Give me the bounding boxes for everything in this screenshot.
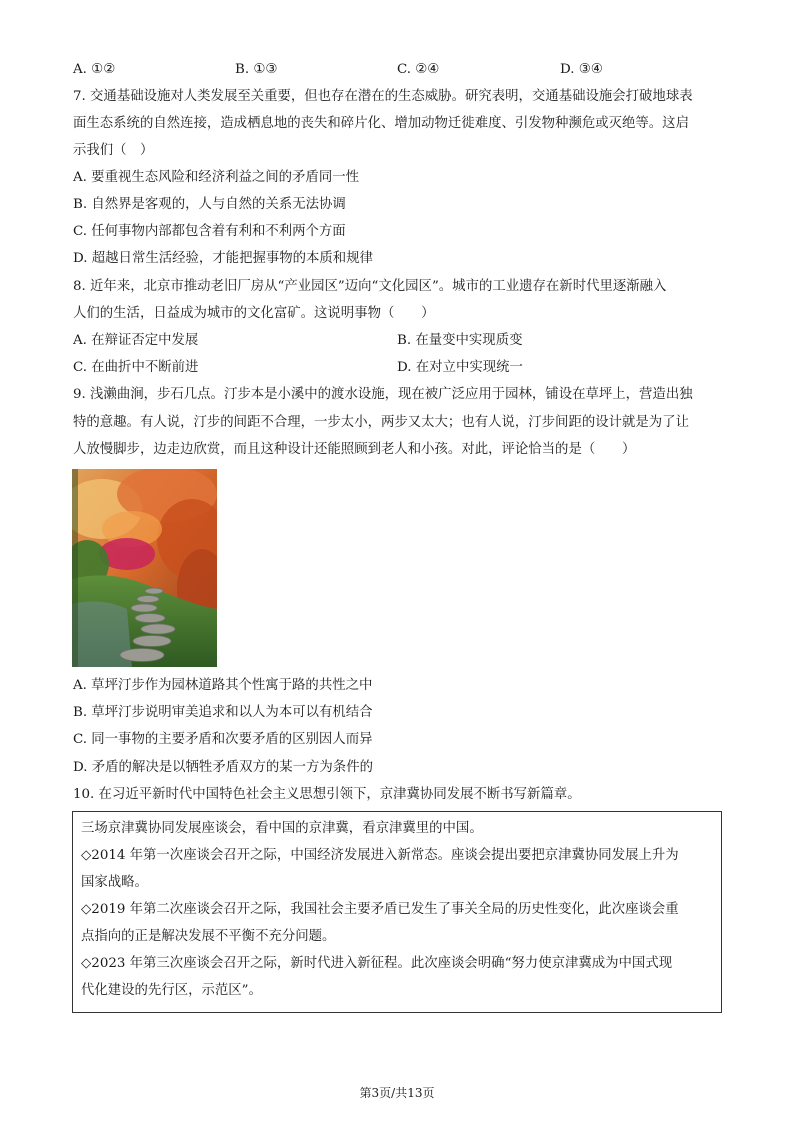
- material-line-6: ◇2023 年第三次座谈会召开之际，新时代进入新征程。此次座谈会明确“努力使京津冀成为中国式现: [81, 956, 673, 971]
- q8-option-c: C. 在曲折中不断前进: [73, 360, 199, 375]
- page-number: 第3页/共13页: [359, 1086, 435, 1100]
- q7-stem-line-2: 面生态系统的自然连接，造成栖息地的丧失和碎片化、增加动物迁徙难度、引发物种濒危或灭绝等。这启: [73, 116, 689, 131]
- q6-option-c: C. ②④: [397, 62, 440, 77]
- q7-stem-line-1: 7. 交通基础设施对人类发展至关重要，但也存在潜在的生态威胁。研究表明，交通基础设施会打破地球表: [73, 89, 693, 104]
- q7-option-d: D. 超越日常生活经验，才能把握事物的本质和规律: [73, 251, 373, 266]
- q8-stem-line-2: 人们的生活，日益成为城市的文化富矿。这说明事物（ ）: [73, 306, 435, 321]
- material-line-7: 代化建设的先行区，示范区”。: [81, 983, 262, 998]
- q9-stem-line-3: 人放慢脚步，边走边欣赏，而且这种设计还能照顾到老人和小孩。对此，评论恰当的是（ ）: [73, 442, 636, 457]
- q8-option-a: A. 在辩证否定中发展: [73, 333, 199, 348]
- material-line-5: 点指向的正是解决发展不平衡不充分问题。: [81, 929, 336, 944]
- q10-material-box: [72, 811, 722, 1013]
- q7-option-c: C. 任何事物内部都包含着有利和不利两个方面: [73, 224, 346, 239]
- q9-option-c: C. 同一事物的主要矛盾和次要矛盾的区别因人而异: [73, 732, 373, 747]
- q9-option-a: A. 草坪汀步作为园林道路其个性寓于路的共性之中: [73, 678, 373, 693]
- q10-stem: 10. 在习近平新时代中国特色社会主义思想引领下，京津冀协同发展不断书写新篇章。: [73, 787, 581, 802]
- material-line-4: ◇2019 年第二次座谈会召开之际，我国社会主要矛盾已发生了事关全局的历史性变化，此次座谈会重: [81, 902, 679, 917]
- q8-stem-line-1: 8. 近年来，北京市推动老旧厂房从“产业园区”迈向“文化园区”。城市的工业遗存在新时代里逐渐融入: [73, 279, 667, 294]
- q9-option-d: D. 矛盾的解决是以牺牲矛盾双方的某一方为条件的: [73, 760, 373, 775]
- q6-option-a: A. ①②: [73, 62, 116, 77]
- q6-options: [73, 61, 723, 79]
- q9-option-b: B. 草坪汀步说明审美追求和以人为本可以有机结合: [73, 705, 373, 720]
- q9-stem-line-1: 9. 浅濑曲涧，步石几点。汀步本是小溪中的渡水设施，现在被广泛应用于园林，铺设在草坪上，营造出独: [73, 387, 693, 402]
- material-line-3: 国家战略。: [81, 875, 148, 890]
- q7-option-a: A. 要重视生态风险和经济利益之间的矛盾同一性: [73, 170, 359, 185]
- q8-option-b: B. 在量变中实现质变: [397, 333, 523, 348]
- q9-stem-line-2: 特的意趣。有人说，汀步的间距不合理，一步太小，两步又太大；也有人说，汀步间距的设计就是为了让: [73, 415, 689, 430]
- q8-option-d: D. 在对立中实现统一: [397, 360, 523, 375]
- material-line-2: ◇2014 年第一次座谈会召开之际，中国经济发展进入新常态。座谈会提出要把京津冀协同发展上升为: [81, 848, 679, 863]
- q7-option-b: B. 自然界是客观的，人与自然的关系无法协调: [73, 197, 346, 212]
- q7-stem-line-3: 示我们（ ）: [73, 143, 154, 158]
- garden-stepping-stones-photo: [72, 469, 217, 667]
- q8-options-row-2: [73, 359, 723, 377]
- material-line-1: 三场京津冀协同发展座谈会，看中国的京津冀，看京津冀里的中国。: [81, 821, 483, 836]
- q6-option-d: D. ③④: [560, 62, 603, 77]
- q8-options-row-1: [73, 332, 723, 350]
- q6-option-b: B. ①③: [235, 62, 278, 77]
